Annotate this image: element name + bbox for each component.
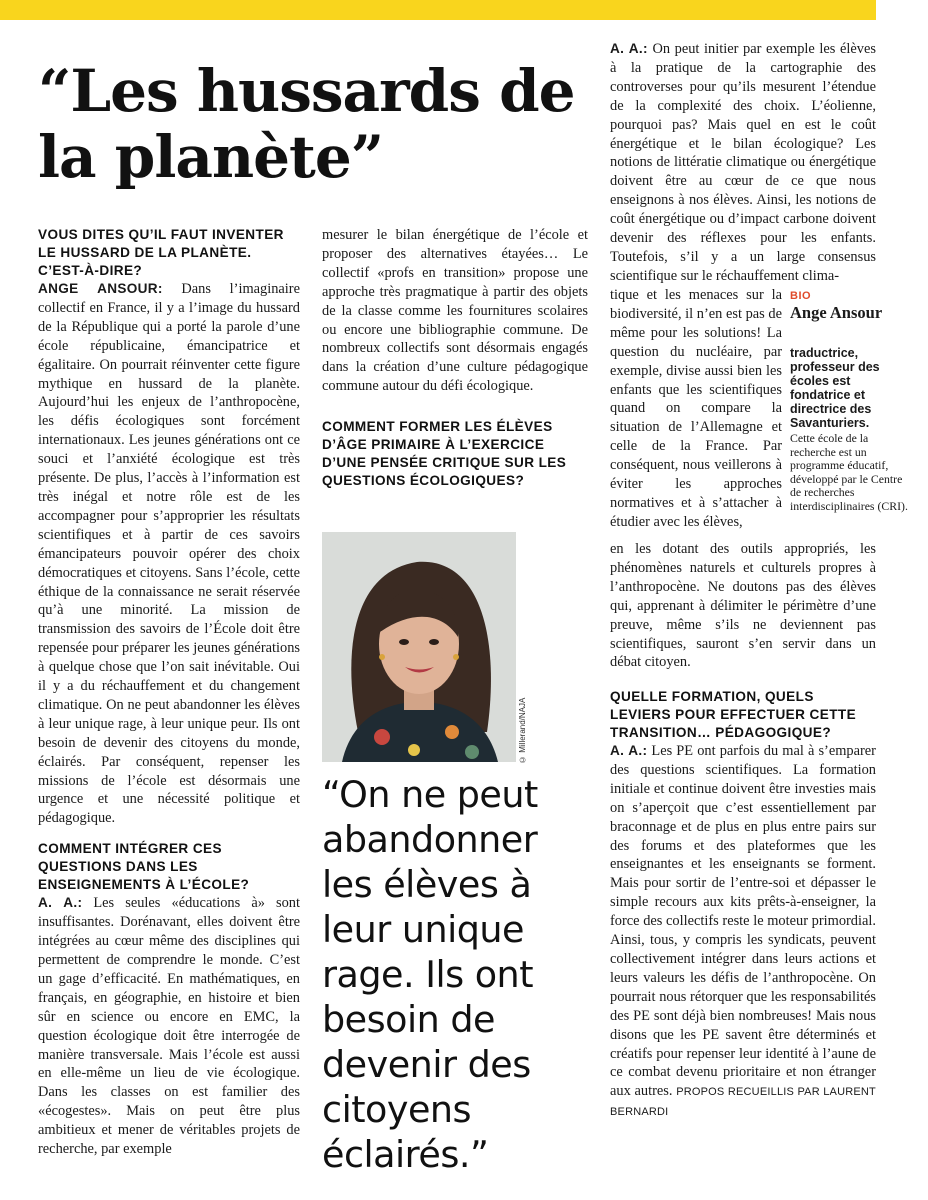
- answer-1: [38, 280, 300, 828]
- bio-name: Ange Ansour: [790, 303, 883, 322]
- question-3: COMMENT FORMER LES ÉLÈVES D’ÂGE PRIMAIRE À L’EXERCICE D’UNE PENSÉE CRITIQUE SUR LES QUESTIONS ÉCOLOGIQUES?: [322, 419, 567, 489]
- answer-3-lead: A. A.:: [610, 41, 648, 56]
- answer-2-continued: mesurer le bilan énergétique de l’école et proposer des alternatives étayées… Le collectif «profs en transition» propose une approche très pragmatique à partir des objets de la classe comme les fournitures scolaires ou encore une bibliographie commune. De nombreux collectifs sont désormais engagés dans la création d’une culture pédagogique commune autour du défi écologique.: [322, 227, 588, 395]
- answer-3-end: en les dotant des outils appropriés, les phénomènes naturels et culturels propres à l’anthropocène. Ne doutons pas des élèves qui, apprenant à délimiter le périmètre d’une preuve, même s’ils ne deviennent pas scientifiques, sauront s’en servir dans un débat citoyen.: [610, 541, 876, 671]
- photo-credit: © Millerand/NAJA: [518, 697, 527, 764]
- question-2: COMMENT INTÉGRER CES QUESTIONS DANS LES ENSEIGNEMENTS À L’ÉCOLE?: [38, 841, 250, 893]
- answer-1-text: Dans l’imaginaire collectif en France, il y a l’image du hussard de la République qui a porté la parole d’une école républicaine, émancipatrice et égalitaire. On pourrait réinventer cette figure mythique en hussard de la planète. Aujourd’hui les enjeux de l’anthropocène, les défis écologiques sont forcément internationaux. Les jeunes générations ont ce souci et l’anxiété écologique est très présente. De plus, l’accès à l’information est très inégal et notre rôle est de les accompagner pour s’approprier les résultats scientifiques et à partir de ces savoirs émancipateurs pouvoir opérer des choix démocratiques et citoyens. Sans l’école, cette éthique de la connaissance ne serait réservée qu’à une minorité. La mission de transmission des savoirs de l’École doit être repensée pour préparer les jeunes générations à quelque chose que l’on sait inévitable. Oui il y a du réchauffement et du changement climatique. On ne peut abandonner les élèves à leur unique rage, à leur unique peur. Ils ont besoin de devenir des citoyens du monde, éclairés. Par conséquent, repenser les missions de l’école est désormais une urgence et une nécessité politique et pédagogique.: [38, 281, 300, 827]
- column-1: [38, 226, 300, 1159]
- column-3-top: [610, 40, 876, 286]
- column-3-middle: [610, 540, 876, 672]
- answer-4-lead: A. A.:: [610, 743, 648, 758]
- bio-box: [790, 290, 908, 513]
- bio-text: Cette école de la recherche est un programme éducatif, développé par le Centre de recherches interdisciplinaires (CRI).: [790, 431, 908, 513]
- article-title: “Les hussards de la planète”: [38, 57, 575, 191]
- pull-quote: “On ne peut abandonner les élèves à leur unique rage. Ils ont besoin de devenir des citoyens éclairés.”: [322, 773, 538, 1176]
- answer-4-text: Les PE ont parfois du mal à s’emparer des questions scientifiques. La formation initiale et continue doivent être investies mais on s’aperçoit que c’est essentiellement par braconnage et de plus en plus entre pairs sur des forums et des plateformes que les enseignantes et les enseignants se forment. Mais pour sortir de l’entre-soi et dépasser le simple recours aux kits prêts-à-enseigner, la force des collectifs reste le moteur primordial. Ainsi, tous, y compris les syndicats, peuvent collectivement intégrer dans leurs actions et leurs valeurs les défis de l’anthropocène. On pourrait nous rétorquer que les responsabilités des PE sont déjà bien nombreuses! Mais nous disons que les PE savent être déterminés et créatifs pour repenser leur identité à l’aune de ce combat devenu prioritaire et non étranger aux autres.: [610, 743, 876, 1100]
- column-3-bottom: [610, 688, 876, 1122]
- portrait-illustration: [322, 532, 516, 762]
- answer-3-continued: tique et les menaces sur la biodiversité, il n’en est pas de même pour les solutions! La question du nucléaire, par exemple, divise aussi bien les enfants que les scientifiques quand on compare la situation de l’Allemagne et celle de la France. Par conséquent, nous veillerons à éviter les approches normatives et à s’attacher à étudier avec les élèves,: [610, 287, 782, 530]
- answer-2: [38, 894, 300, 1159]
- question-1: VOUS DITES QU’IL FAUT INVENTER LE HUSSARD DE LA PLANÈTE. C’EST-À-DIRE?: [38, 227, 284, 278]
- answer-2-text: Les seules «éducations à» sont insuffisantes. Dorénavant, elles doivent être intégrées au cœur même des disciplines qui permettent de comprendre le monde. C’est un gage d’efficacité. En mathématiques, en français, en géographie, en histoire et bien sûr en science ou encore en EMC, la question écologique doit être interrogée de manière transversale. Mais l’école est aussi en elle-même un lieu de vie écologique. Dans les classes on est familier des «écogestes». Mais on peut être plus ambitieux et mener de véritables projets de recherche, par exemple: [38, 895, 300, 1158]
- portrait-photo: [322, 532, 516, 762]
- column-2: [322, 226, 588, 490]
- question-4: QUELLE FORMATION, QUELS LEVIERS POUR EFFECTUER CETTE TRANSITION… PÉDAGOGIQUE?: [610, 689, 857, 740]
- top-accent-bar: [0, 0, 876, 20]
- bio-role: traductrice, professeur des écoles est fondatrice et directrice des Savanturiers.: [790, 346, 880, 430]
- signature: PROPOS RECUEILLIS PAR LAURENT BERNARDI: [610, 1086, 876, 1119]
- answer-4: [610, 742, 876, 1122]
- bio-label: BIO: [790, 290, 812, 302]
- answer-3: [610, 40, 876, 286]
- answer-1-lead: ANGE ANSOUR:: [38, 281, 163, 296]
- answer-3-text: On peut initier par exemple les élèves à la pratique de la cartographie des controverses pour qu’ils mesurent l’étendue de la complexité des choix. L’éolienne, pourquoi pas? Mais quel en est le coût énergétique et le bilan écologique? Les notions de littératie climatique ou énergétique doivent être au cœur de ce que nous enseignons à nos élèves. Ainsi, les notions de coût énergétique ou d’impact carbone doivent devenir des réflexes pour les enfants. Toutefois, s’il y a un large consensus scientifique sur le réchauffement clima-: [610, 41, 876, 284]
- column-3-narrow: [610, 286, 782, 532]
- answer-2-lead: A. A.:: [38, 895, 83, 911]
